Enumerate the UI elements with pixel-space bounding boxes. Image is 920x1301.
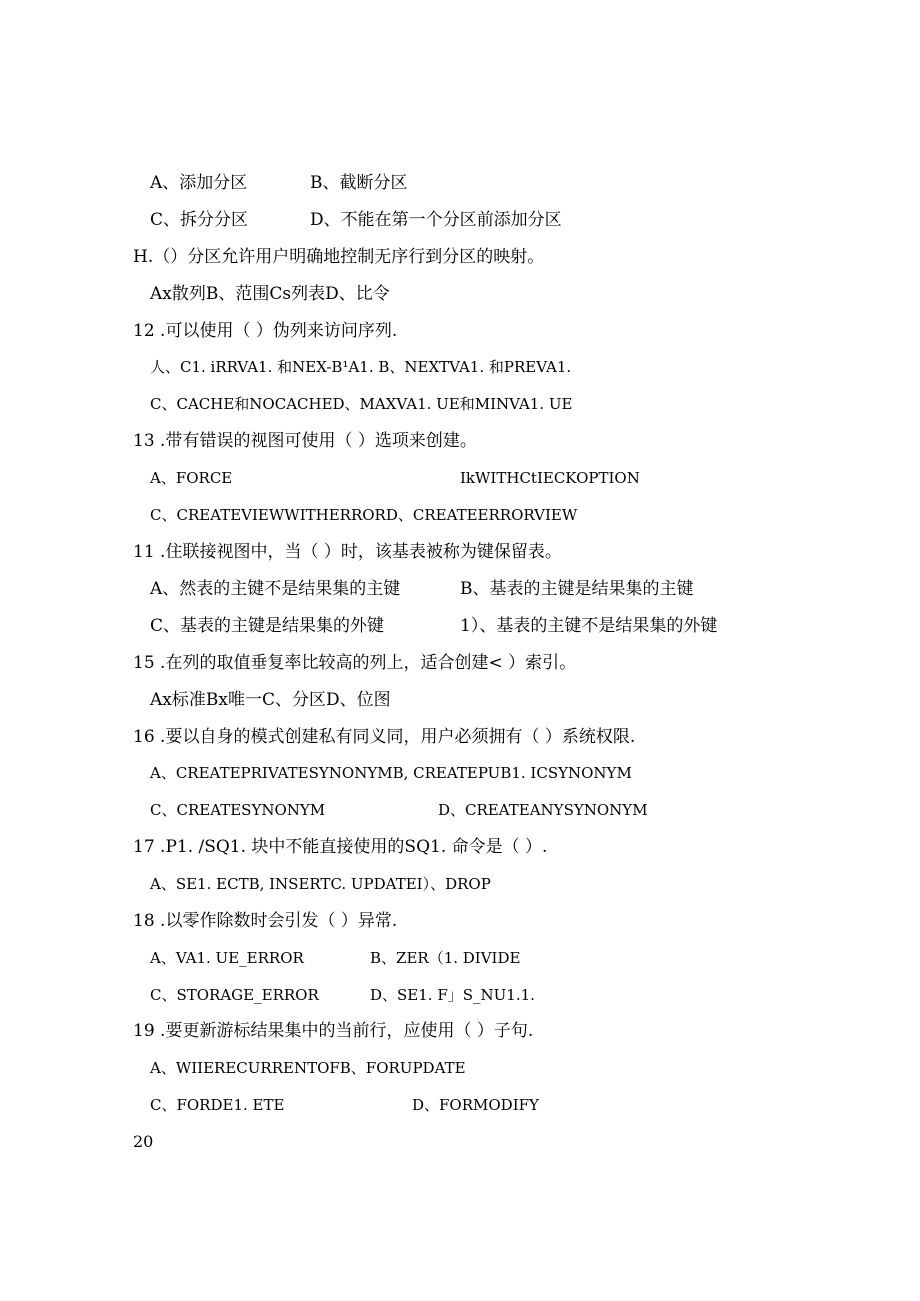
question-18-option-c: C、STORAGE_ERROR [150,986,319,1004]
question-19-option-d: D、FORMODIFY [412,1096,539,1114]
question-18-option-d: D、SE1. F」S_NU1.1. [370,986,535,1004]
question-18: 18 .以零作除数时会引发（ ）异常. [133,911,398,931]
question-11: H.（）分区允许用户明确地控制无序行到分区的映射。 [133,247,545,267]
question-16: 16 .要以自身的模式创建私有同义同，用户必须拥有（ ）系统权限. [133,727,636,747]
question-12: 12 .可以使用（ ）伪列来访问序列. [133,321,398,341]
question-17: 17 .P1. /SQ1. 块中不能直接使用的SQ1. 命令是（ ）. [133,837,548,857]
question-16-options-ab: A、CREATEPRIVATESYNONYMB, CREATEPUB1. ICSYNONYM [150,764,632,782]
question-13-option-a: A、FORCE [150,469,233,487]
question-16-option-d: D、CREATEANYSYNONYM [438,801,648,819]
question-19-options-ab: A、WIIERECURRENTOFB、FORUPDATE [150,1059,466,1077]
question-18-option-b: B、ZER（1. DIVIDE [370,949,521,967]
question-16-option-c: C、CREATESYNONYM [150,801,326,819]
question-20-number: 20 [133,1132,154,1151]
question-15-options: Ax标准Bx唯一C、分区D、位图 [150,690,391,710]
question-11-options: Ax散列B、范围Cs列表D、比令 [150,284,390,304]
question-15: 15 .在列的取值垂复率比较高的列上，适合创建< ）索引。 [133,653,577,673]
question-14: 11 .住联接视图中，当（ ）时，该基表被称为键保留表。 [133,542,562,562]
question-13-option-b: IkWITHCtIECKOPTION [460,469,640,487]
option-a-add-partition: A、添加分区 [150,173,248,193]
question-18-option-a: A、VA1. UE_ERROR [150,949,304,967]
question-13: 13 .带有错误的视图可使用（ ）选项来创建。 [133,431,477,451]
question-14-option-d: 1）、基表的主键不是结果集的外键 [460,616,718,636]
question-17-options: A、SE1. ECTB, INSERTC. UPDATEI）、DROP [150,875,491,893]
question-12-options-cd: C、CACHE和NOCACHED、MAXVA1. UE和MINVA1. UE [150,395,573,413]
question-13-options-cd: C、CREATEVIEWWITHERRORD、CREATEERRORVIEW [150,506,578,524]
question-19: 19 .要更新游标结果集中的当前行，应使用（ ）子句. [133,1021,534,1041]
question-19-option-c: C、FORDE1. ETE [150,1096,285,1114]
option-b-truncate-partition: B、截断分区 [310,173,408,193]
question-14-option-b: B、基表的主键是结果集的主键 [460,579,694,599]
option-d-cannot-add-partition: D、不能在第一个分区前添加分区 [310,210,562,230]
option-c-split-partition: C、拆分分区 [150,210,249,230]
question-14-option-c: C、基表的主键是结果集的外键 [150,616,385,636]
question-12-options-ab: 人、C1. iRRVA1. 和NEX-B¹A1. B、NEXTVA1. 和PREVA1. [150,358,572,376]
question-14-option-a: A、然表的主键不是结果集的主键 [150,579,401,599]
